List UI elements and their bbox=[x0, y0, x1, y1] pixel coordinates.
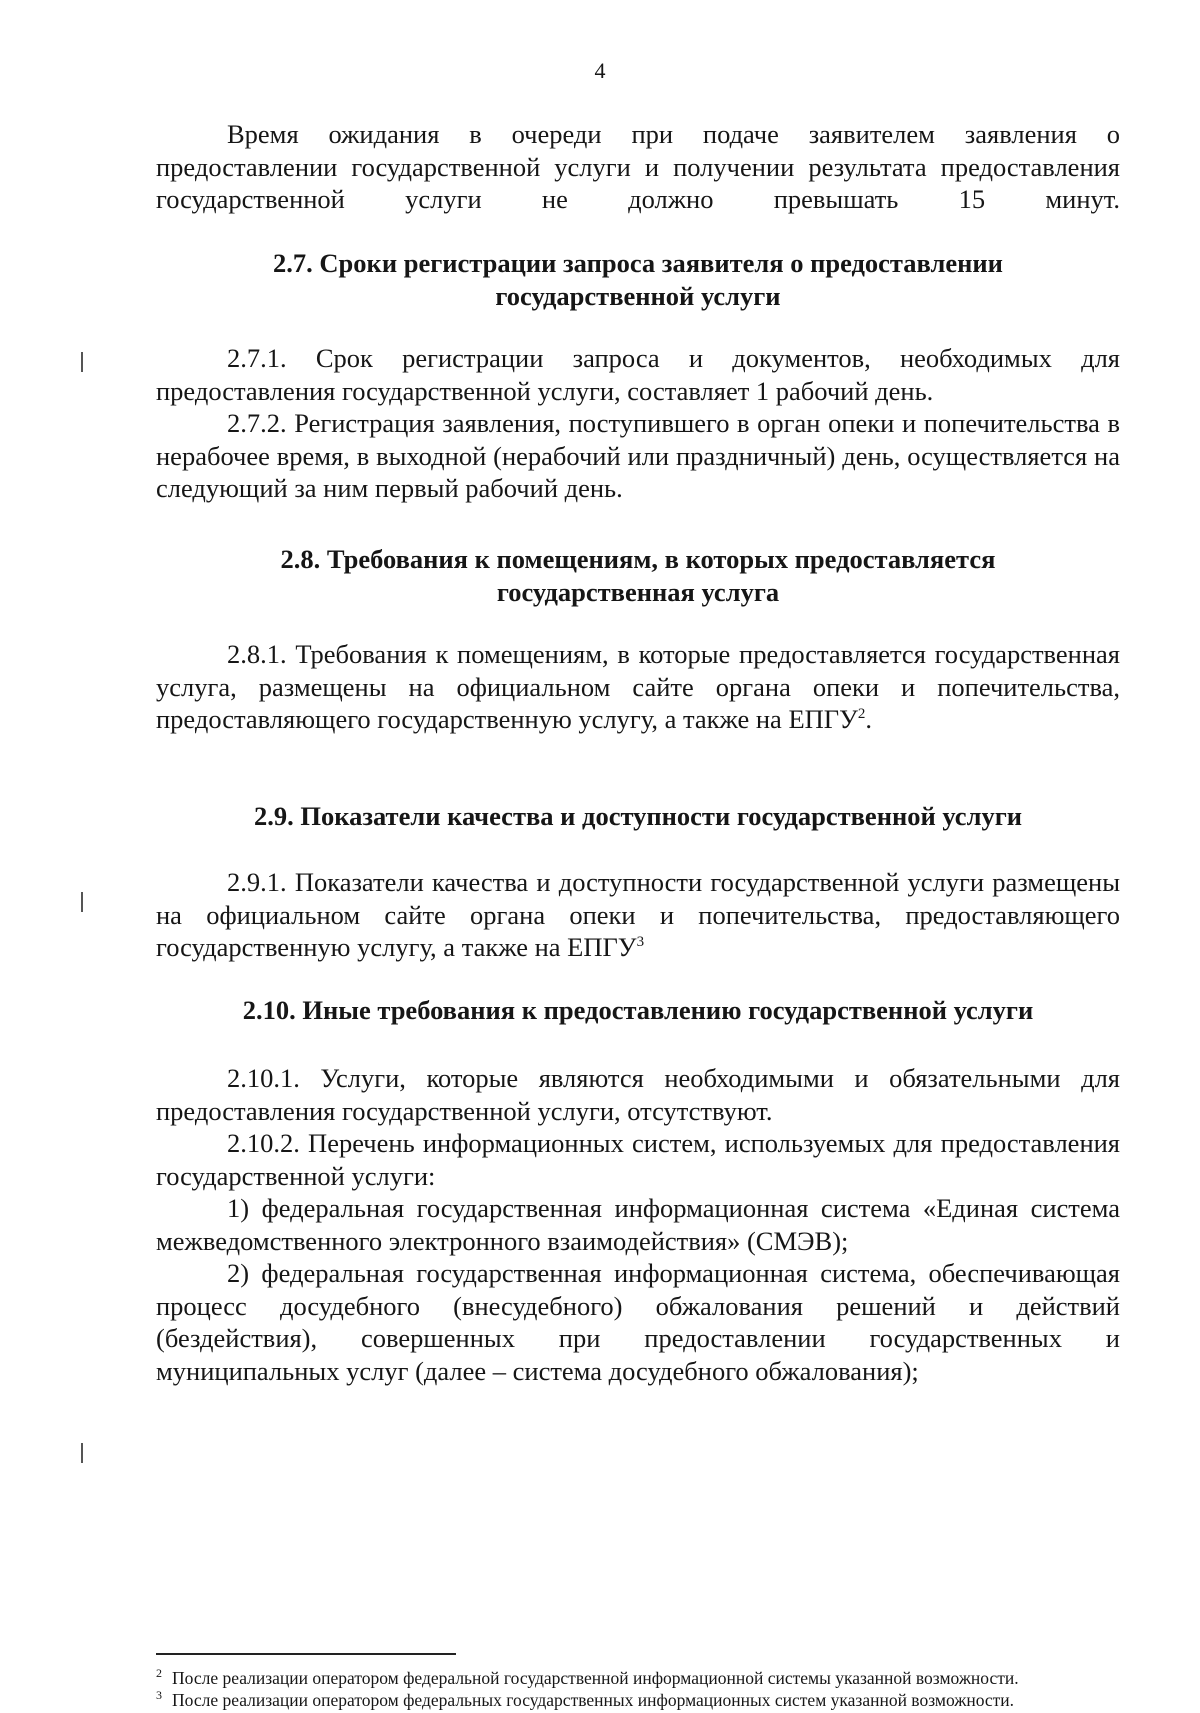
section-heading bbox=[156, 247, 1120, 312]
footnote-text: После реализации оператором федеральной государственной информационной системы указанной возможности. bbox=[172, 1668, 1019, 1688]
heading-text: 2.9. Показатели качества и доступности государственной услуги bbox=[253, 801, 1022, 831]
footnote bbox=[156, 1689, 1120, 1711]
footnote-ref[interactable]: 3 bbox=[636, 934, 645, 951]
paragraph bbox=[156, 407, 1120, 505]
paragraph-text: 2.7.2. Регистрация заявления, поступившего в орган опеки и попечительства в нерабочее время, в выходной (нерабочий или праздничный) день, осуществляется на следующий за ним первый рабочий день. bbox=[156, 408, 1120, 503]
footnote-text: После реализации оператором федеральных государственных информационных систем указанной возможности. bbox=[172, 1690, 1015, 1710]
body-section bbox=[156, 247, 1120, 312]
paragraph-text: 2.10.2. Перечень информационных систем, используемых для предоставления государственной услуги: bbox=[156, 1128, 1120, 1191]
paragraph bbox=[156, 118, 1120, 216]
heading-text: 2.8. Требования к помещениям, в которых предоставляется государственная услуга bbox=[280, 544, 996, 607]
body-section bbox=[156, 1062, 1120, 1387]
footnote-mark: 2 bbox=[156, 1666, 162, 1681]
section-heading bbox=[156, 994, 1120, 1027]
section-heading bbox=[156, 800, 1120, 833]
paragraph bbox=[156, 866, 1120, 964]
footnotes bbox=[156, 1667, 1120, 1711]
list-item-text: 2) федеральная государственная информационная система, обеспечивающая процесс досудебного (внесудебного) обжалования решений и действий (бездействия), совершенных при предоставлении государственных и муниципальных услуг (далее – система досудебного обжалования); bbox=[156, 1258, 1120, 1386]
body-section bbox=[156, 638, 1120, 736]
paragraph-text: 2.10.1. Услуги, которые являются необходимыми и обязательными для предоставления государственной услуги, отсутствуют. bbox=[156, 1063, 1120, 1126]
list-item-text: 1) федеральная государственная информационная система «Единая система межведомственного электронного взаимодействия» (СМЭВ); bbox=[156, 1193, 1120, 1256]
page-number: 4 bbox=[594, 58, 606, 83]
heading-text: 2.7. Сроки регистрации запроса заявителя о предоставлении государственной услуги bbox=[273, 248, 1003, 311]
body-section bbox=[156, 994, 1120, 1027]
body-section bbox=[156, 543, 1120, 608]
paragraph-text: Время ожидания в очереди при подаче заявителем заявления о предоставлении государственной услуги и получении результата предоставления государственной услуги не должно превышать 15 минут. bbox=[156, 119, 1120, 214]
paragraph-text-end: . bbox=[865, 704, 872, 734]
footnote-ref[interactable]: 2 bbox=[857, 706, 866, 723]
paragraph bbox=[156, 1062, 1120, 1127]
margin-mark bbox=[81, 892, 83, 912]
margin-mark bbox=[81, 1443, 83, 1463]
body-section bbox=[156, 342, 1120, 505]
heading-text: 2.10. Иные требования к предоставлению государственной услуги bbox=[242, 995, 1034, 1025]
paragraph-text: 2.7.1. Срок регистрации запроса и документов, необходимых для предоставления государственной услуги, составляет 1 рабочий день. bbox=[156, 343, 1120, 406]
footnote-separator bbox=[156, 1653, 456, 1655]
footnote bbox=[156, 1667, 1120, 1689]
margin-mark bbox=[81, 352, 83, 372]
footnote-mark: 3 bbox=[156, 1688, 162, 1703]
body-section bbox=[156, 118, 1120, 216]
body-section bbox=[156, 866, 1120, 964]
paragraph bbox=[156, 638, 1120, 736]
paragraph bbox=[156, 1127, 1120, 1192]
body-section bbox=[156, 800, 1120, 833]
paragraph-text: 2.8.1. Требования к помещениям, в которые предоставляется государственная услуга, размещены на официальном сайте органа опеки и попечительства, предоставляющего государственную услугу, а также на ЕПГУ bbox=[156, 639, 1120, 734]
paragraph-text: 2.9.1. Показатели качества и доступности государственной услуги размещены на официальном сайте органа опеки и попечительства, предоставляющего государственную услугу, а также на ЕПГУ bbox=[156, 867, 1120, 962]
paragraph bbox=[156, 342, 1120, 407]
list-item bbox=[156, 1257, 1120, 1387]
section-heading bbox=[156, 543, 1120, 608]
list-item bbox=[156, 1192, 1120, 1257]
